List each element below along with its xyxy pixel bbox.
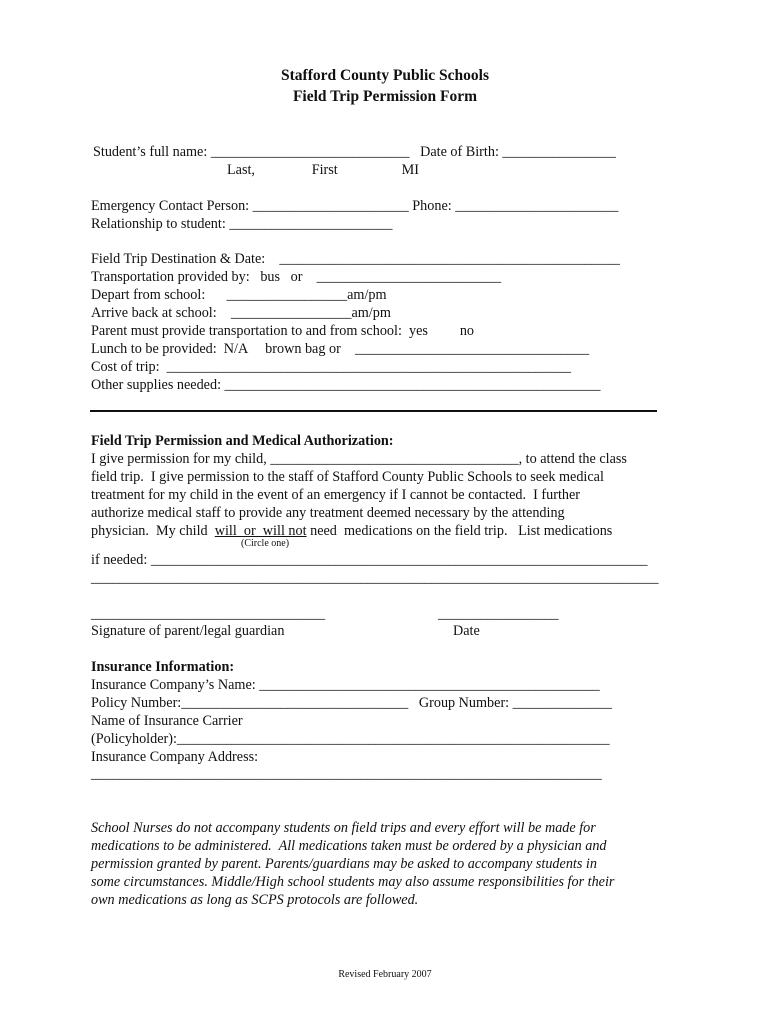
circle-note: (Circle one) [241, 538, 290, 549]
nurse-note-line: permission granted by parent. Parents/guardians may be asked to accompany students in [91, 856, 597, 872]
arrive-field[interactable]: Arrive back at school: _________________am/pm [91, 305, 391, 321]
medications-field-continued[interactable]: ________________________________________________________________________________ [91, 570, 659, 586]
destination-field[interactable]: Field Trip Destination & Date: ________________________________________________ [91, 251, 620, 267]
student-name-field[interactable]: Student’s full name: ____________________________ Date of Birth: ________________ [93, 144, 616, 160]
physician-suffix: need medications on the field trip. List medications [306, 523, 613, 539]
authorization-line: treatment for my child in the event of an emergency if I cannot be contacted. I further [91, 487, 581, 503]
address-field[interactable]: ________________________________________________________________________ [91, 766, 602, 782]
supplies-field[interactable]: Other supplies needed: _____________________________________________________ [91, 377, 601, 393]
section-divider [90, 410, 657, 412]
lunch-field[interactable]: Lunch to be provided: N/A brown bag or _________________________________ [91, 341, 590, 357]
relationship-field[interactable]: Relationship to student: _______________________ [91, 216, 393, 232]
authorization-heading: Field Trip Permission and Medical Authorization: [91, 433, 394, 449]
authorization-line[interactable]: I give permission for my child, ___________________________________, to attend the class [91, 451, 627, 467]
address-label: Insurance Company Address: [91, 749, 259, 765]
form-title: Field Trip Permission Form [292, 88, 478, 105]
nurse-note-line: medications to be administered. All medications taken must be ordered by a physician and [91, 838, 607, 854]
date-label: Date [453, 623, 480, 639]
form-organization-title: Stafford County Public Schools [281, 67, 489, 84]
will-option[interactable]: will or will not [214, 523, 307, 539]
policyholder-field[interactable]: (Policyholder):_____________________________________________________________ [91, 731, 610, 747]
insurance-company-field[interactable]: Insurance Company’s Name: ________________________________________________ [91, 677, 600, 693]
cost-field[interactable]: Cost of trip: _________________________________________________________ [91, 359, 572, 375]
nurse-note-line: School Nurses do not accompany students on field trips and every effort will be made for [91, 820, 596, 836]
parent-transport-field[interactable]: Parent must provide transportation to and from school: yes no [91, 323, 475, 339]
physician-prefix: physician. My child [91, 523, 215, 539]
nurse-note-line: own medications as long as SCPS protocols are followed. [91, 892, 419, 908]
authorization-line: authorize medical staff to provide any treatment deemed necessary by the attending [91, 505, 565, 521]
medications-field[interactable]: if needed: ______________________________________________________________________ [91, 552, 648, 568]
medication-choice-line [91, 522, 612, 540]
revision-footer: Revised February 2007 [338, 969, 432, 980]
date-line[interactable]: _________________ [438, 606, 559, 622]
policy-group-field[interactable]: Policy Number:________________________________ Group Number: ______________ [91, 695, 612, 711]
signature-line[interactable]: _________________________________ [91, 606, 326, 622]
depart-field[interactable]: Depart from school: _________________am/pm [91, 287, 387, 303]
student-name-parts-label: Last, First MI [227, 162, 419, 178]
carrier-label: Name of Insurance Carrier [91, 713, 243, 729]
nurse-note-line: some circumstances. Middle/High school students may also assume responsibilities for their [91, 874, 615, 890]
signature-label: Signature of parent/legal guardian [91, 623, 285, 639]
insurance-heading: Insurance Information: [91, 659, 235, 675]
transportation-field[interactable]: Transportation provided by: bus or __________________________ [91, 269, 502, 285]
emergency-contact-field[interactable]: Emergency Contact Person: ______________________ Phone: _______________________ [91, 198, 619, 214]
authorization-line: field trip. I give permission to the staff of Stafford County Public Schools to seek medical [91, 469, 604, 485]
